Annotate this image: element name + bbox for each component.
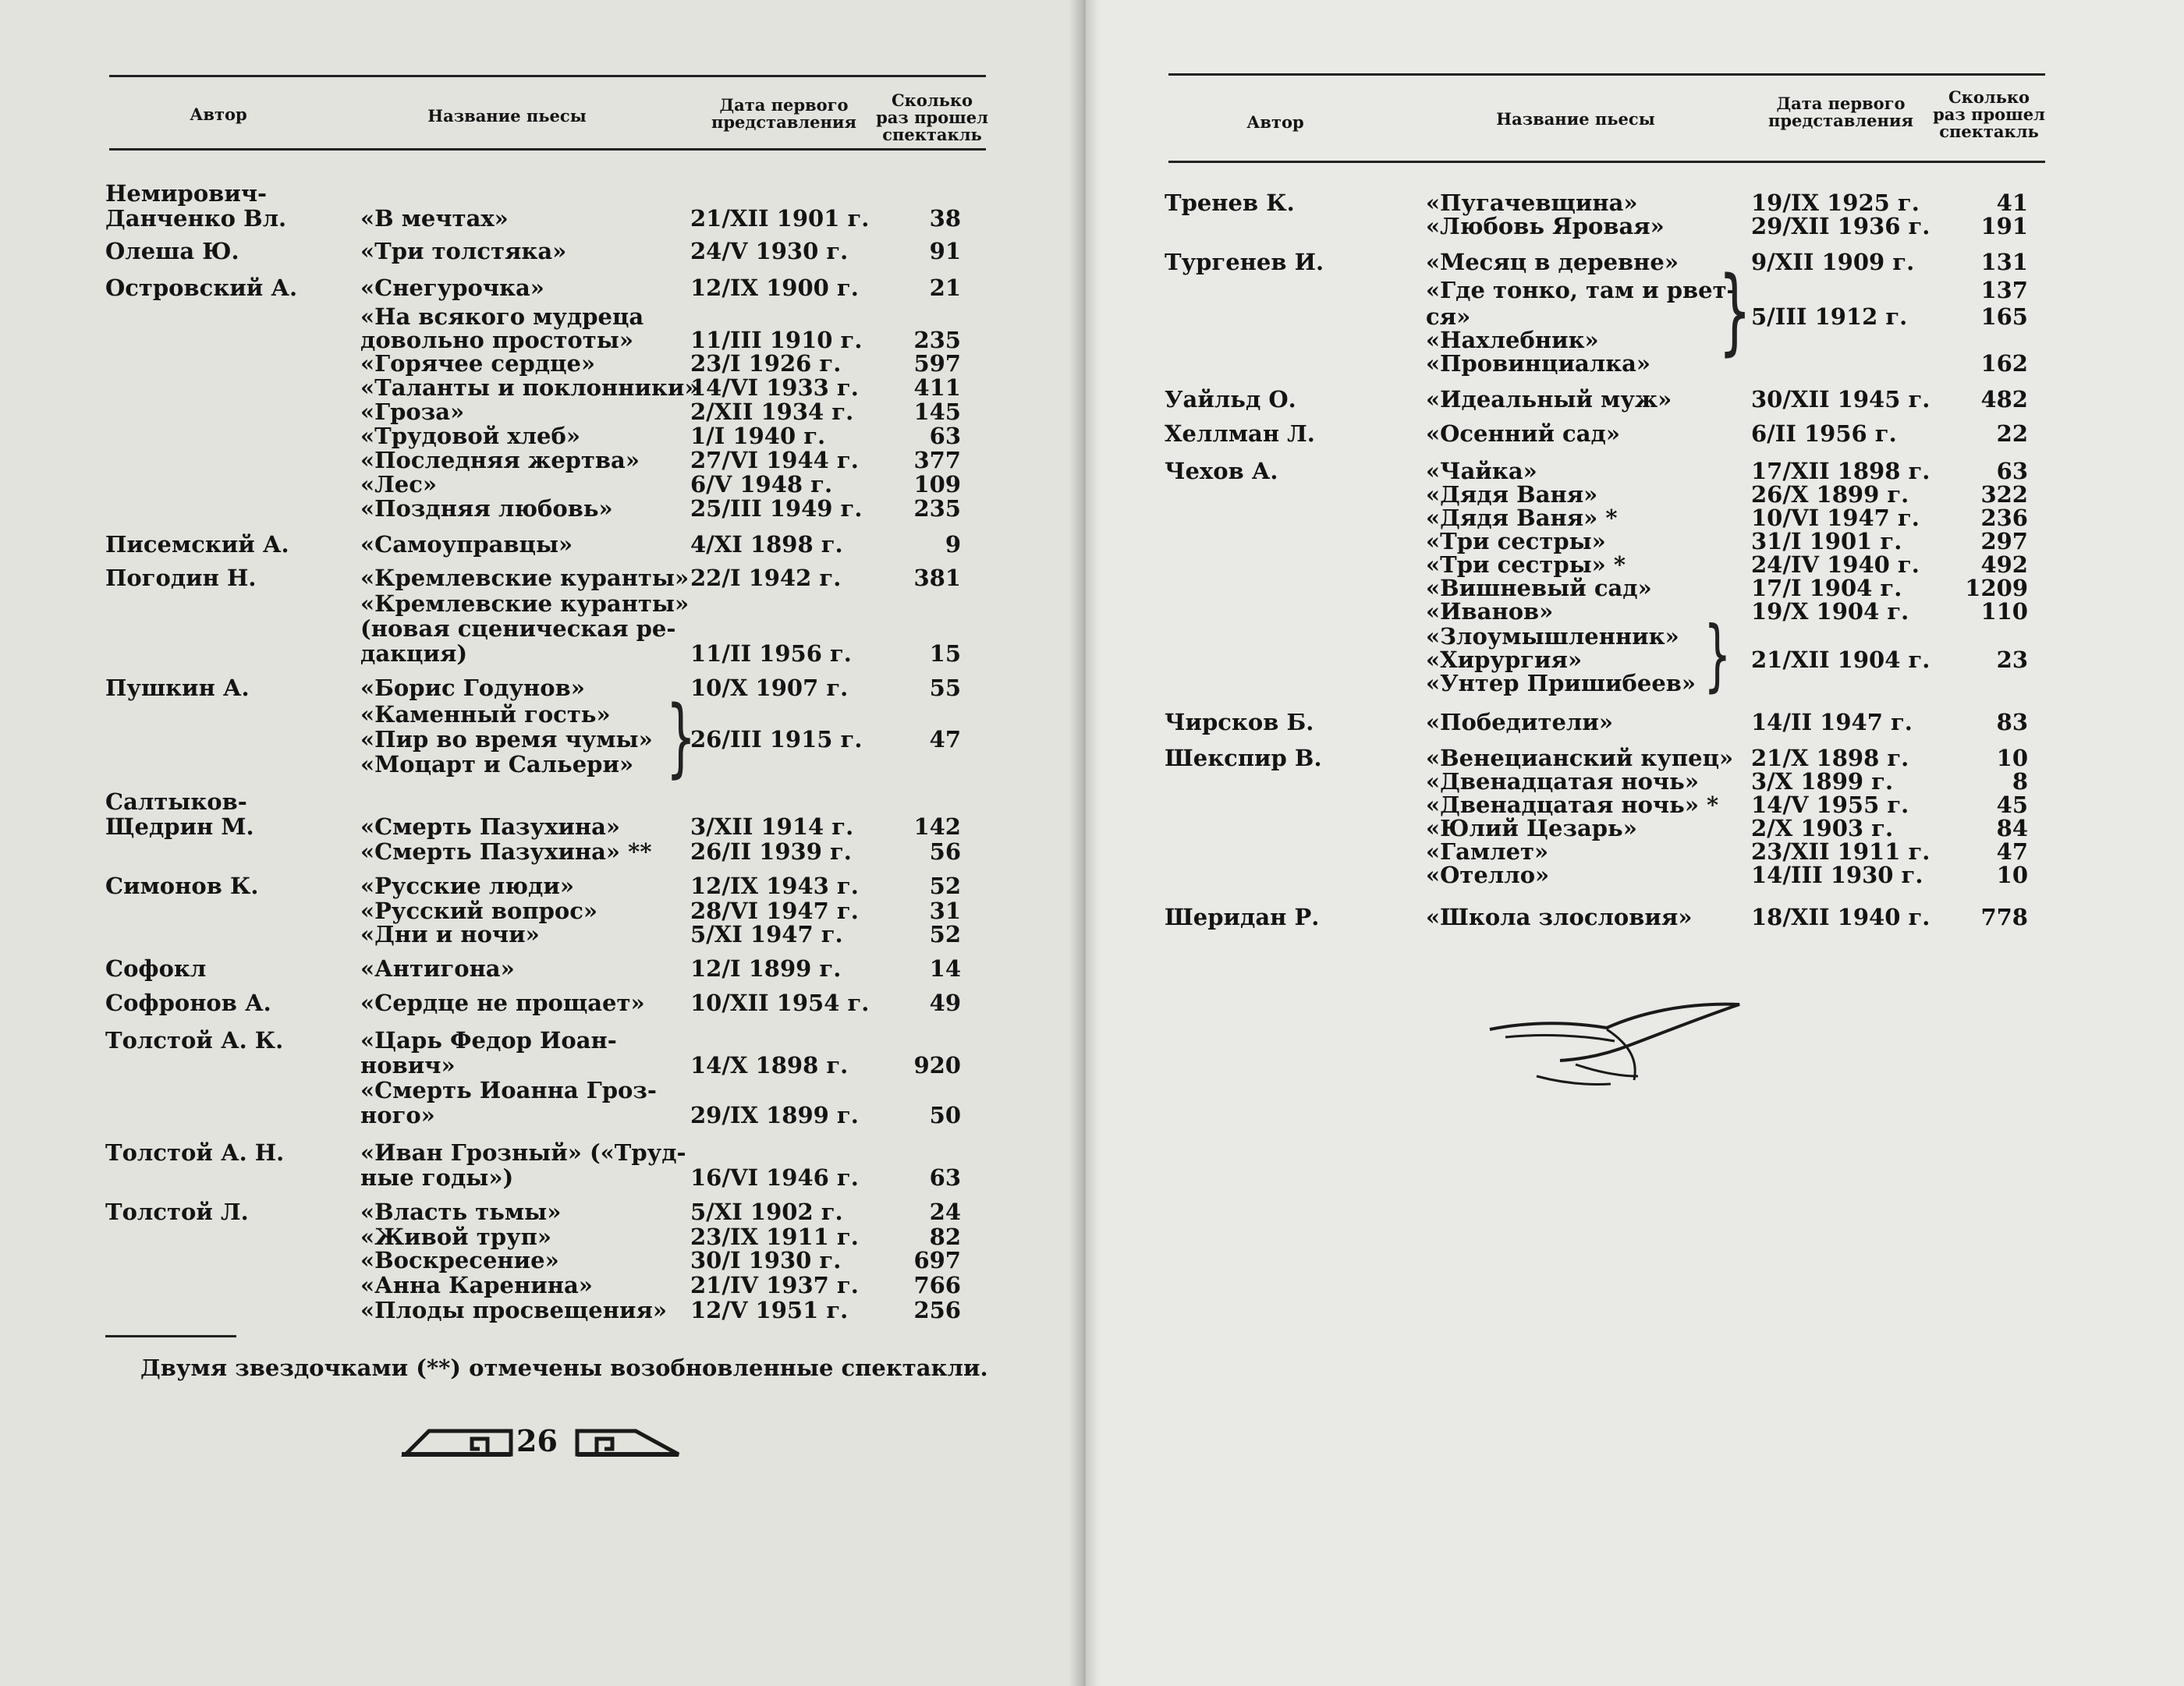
left-header-rule: [109, 148, 986, 151]
count-cell: 920: [913, 1052, 961, 1079]
page-number: 26: [516, 1423, 558, 1458]
count-cell: 55: [929, 675, 961, 701]
author-cell: Софокл: [105, 955, 207, 982]
play-cell: «Смерть Иоанна Гроз-: [360, 1077, 657, 1103]
table-row: [0, 990, 2184, 1015]
count-cell: 482: [1980, 386, 2028, 413]
play-cell: «Где тонко, там и рвет-: [1426, 277, 1736, 303]
play-cell: «Поздняя любовь»: [360, 495, 613, 522]
table-row: [0, 746, 2184, 770]
table-row: [0, 599, 2184, 624]
play-cell: «На всякого мудреца: [360, 303, 644, 330]
play-cell: «Смерть Пазухина»: [360, 813, 621, 840]
right-header-date-2: представления: [1767, 111, 1914, 130]
table-row: [0, 304, 2184, 329]
date-cell: 6/II 1956 г.: [1751, 420, 1897, 447]
count-cell: 24: [929, 1199, 961, 1225]
right-header-count-1: Сколько: [1948, 87, 2030, 107]
count-cell: 47: [929, 726, 961, 753]
play-cell: «Моцарт и Сальери»: [360, 751, 634, 777]
play-cell: «Воскресение»: [360, 1247, 559, 1273]
play-cell: «Двенадцатая ночь» *: [1426, 792, 1719, 818]
count-cell: 131: [1980, 249, 2028, 275]
play-cell: «Русские люди»: [360, 873, 574, 899]
play-cell: «Гамлет»: [1426, 838, 1549, 865]
play-cell: «Анна Каренина»: [360, 1272, 593, 1298]
table-row: [0, 624, 2184, 649]
right-top-rule: [1168, 73, 2045, 76]
date-cell: 30/I 1930 г.: [690, 1247, 842, 1273]
table-row: [0, 813, 2184, 841]
date-cell: 14/V 1955 г.: [1751, 792, 1909, 818]
count-cell: 38: [929, 205, 961, 232]
count-cell: 31: [929, 898, 961, 924]
date-cell: 6/V 1948 г.: [690, 471, 833, 498]
author-cell: Данченко Вл.: [105, 205, 287, 232]
count-cell: 256: [913, 1297, 961, 1323]
play-cell: ного»: [360, 1102, 435, 1128]
play-cell: «Унтер Пришибеев»: [1426, 670, 1696, 696]
play-cell: «Дядя Ваня» *: [1426, 505, 1618, 531]
play-cell: «Иванов»: [1426, 598, 1554, 625]
play-cell: «Плоды просвещения»: [360, 1297, 668, 1323]
play-cell: «Нахлебник»: [1426, 327, 1599, 353]
table-row: [0, 905, 2184, 930]
right-header-count-2: раз прошел: [1933, 104, 2045, 124]
quill-ornament: [1482, 998, 1747, 1092]
date-cell: 26/II 1939 г.: [690, 838, 852, 865]
play-cell: «Венецианский купец»: [1426, 745, 1734, 771]
play-cell: дакция): [360, 640, 468, 667]
table-row: [0, 190, 2184, 215]
count-cell: 137: [1980, 277, 2028, 303]
table-row: [0, 250, 2184, 275]
date-cell: 23/IX 1911 г.: [690, 1224, 859, 1250]
date-cell: 4/XI 1898 г.: [690, 531, 843, 558]
table-row: [0, 1199, 2184, 1224]
date-cell: 24/IV 1940 г.: [1751, 551, 1920, 578]
count-cell: 52: [929, 921, 961, 947]
play-cell: «Три толстяка»: [360, 238, 567, 264]
play-cell: «Борис Годунов»: [360, 675, 585, 701]
date-cell: 12/IX 1943 г.: [690, 873, 859, 899]
play-cell: «Злоумышленник»: [1426, 623, 1679, 650]
play-cell: «Вишневый сад»: [1426, 575, 1652, 601]
count-cell: 45: [1996, 792, 2028, 818]
count-cell: 322: [1980, 481, 2028, 508]
table-row: [0, 1224, 2184, 1249]
left-top-rule: [109, 75, 986, 77]
play-cell: «Трудовой хлеб»: [360, 423, 580, 449]
play-cell: «Двенадцатая ночь»: [1426, 768, 1699, 795]
table-row: [0, 1165, 2184, 1190]
play-cell: «Смерть Пазухина» **: [360, 838, 652, 865]
date-cell: 31/I 1901 г.: [1751, 528, 1902, 554]
play-cell: «Юлий Цезарь»: [1426, 815, 1637, 841]
play-cell: «Каменный гость»: [360, 701, 611, 728]
count-cell: 56: [929, 838, 961, 865]
play-cell: ся»: [1426, 303, 1471, 330]
count-cell: 297: [1980, 528, 2028, 554]
play-cell: «В мечтах»: [360, 205, 509, 232]
author-cell: Чехов А.: [1165, 458, 1278, 484]
date-cell: 30/XII 1945 г.: [1751, 386, 1930, 413]
count-cell: 109: [913, 471, 961, 498]
table-row: [0, 351, 2184, 376]
count-cell: 191: [1980, 213, 2028, 239]
date-cell: 23/XII 1911 г.: [1751, 838, 1930, 865]
table-row: [0, 459, 2184, 483]
count-cell: 63: [929, 423, 961, 449]
author-cell: Пушкин А.: [105, 675, 250, 701]
play-cell: «Пугачевщина»: [1426, 189, 1638, 216]
count-cell: 49: [929, 990, 961, 1016]
author-cell: Толстой А. Н.: [105, 1139, 285, 1166]
play-cell: «Любовь Яровая»: [1426, 213, 1665, 239]
left-header-count-1: Сколько: [891, 90, 973, 110]
table-row: [0, 552, 2184, 577]
author-cell: Немирович-: [105, 180, 268, 207]
table-row: [0, 1078, 2184, 1103]
date-cell: 22/I 1942 г.: [690, 565, 842, 591]
author-cell: Хеллман Л.: [1165, 420, 1315, 447]
date-cell: 21/XII 1904 г.: [1751, 646, 1930, 673]
play-cell: нович»: [360, 1052, 456, 1079]
date-cell: 24/V 1930 г.: [690, 238, 849, 264]
date-cell: 14/II 1947 г.: [1751, 709, 1913, 735]
count-cell: 110: [1980, 598, 2028, 625]
author-cell: Писемский А.: [105, 531, 289, 558]
count-cell: 1209: [1965, 575, 2028, 601]
count-cell: 381: [913, 565, 961, 591]
date-cell: 21/X 1898 г.: [1751, 745, 1909, 771]
table-row: [0, 956, 2184, 981]
play-cell: «Дядя Ваня»: [1426, 481, 1598, 508]
play-cell: «Осенний сад»: [1426, 420, 1620, 447]
play-cell: «Лес»: [360, 471, 438, 498]
play-cell: «Последняя жертва»: [360, 447, 640, 473]
date-cell: 12/V 1951 г.: [690, 1297, 849, 1323]
table-row: [0, 1273, 2184, 1298]
table-row: [0, 214, 2184, 239]
table-row: [0, 328, 2184, 352]
play-cell: «Провинциалка»: [1426, 350, 1651, 377]
play-cell: «Хирургия»: [1426, 646, 1583, 673]
page-number-ornament-left: [398, 1419, 515, 1466]
date-cell: 10/XII 1954 г.: [690, 990, 870, 1016]
author-cell: Шекспир В.: [1165, 745, 1322, 771]
count-cell: 411: [913, 374, 961, 401]
date-cell: 12/IX 1900 г.: [690, 275, 859, 301]
left-header-count-2: раз прошел: [876, 108, 988, 127]
play-cell: «Живой труп»: [360, 1224, 551, 1250]
play-cell: «Месяц в деревне»: [1426, 249, 1679, 275]
date-cell: 10/VI 1947 г.: [1751, 505, 1920, 531]
table-row: [0, 1028, 2184, 1053]
play-cell: (новая сценическая ре-: [360, 615, 676, 642]
count-cell: 165: [1980, 303, 2028, 330]
table-row: [0, 278, 2184, 303]
date-cell: 28/VI 1947 г.: [690, 898, 859, 924]
table-row: [0, 1140, 2184, 1165]
table-row: [0, 839, 2184, 864]
count-cell: 23: [1996, 646, 2028, 673]
left-header-date-1: Дата первого: [719, 95, 849, 115]
play-cell: «Пир во время чумы»: [360, 726, 653, 753]
count-cell: 83: [1996, 709, 2028, 735]
date-cell: 25/III 1949 г.: [690, 495, 863, 522]
author-cell: Погодин Н.: [105, 565, 257, 591]
play-cell: «Русский вопрос»: [360, 898, 597, 924]
left-header-count-3: спектакль: [882, 125, 982, 144]
table-row: [0, 671, 2184, 696]
date-cell: 11/II 1956 г.: [690, 640, 852, 667]
count-cell: 766: [913, 1272, 961, 1298]
count-cell: 63: [929, 1164, 961, 1191]
count-cell: 14: [929, 955, 961, 982]
play-cell: ные годы»): [360, 1164, 514, 1191]
table-row: [0, 1248, 2184, 1273]
play-cell: «Отелло»: [1426, 862, 1550, 888]
count-cell: 377: [913, 447, 961, 473]
table-row: [0, 647, 2184, 672]
count-cell: 15: [929, 640, 961, 667]
left-header-date-2: представления: [711, 112, 857, 132]
count-cell: 91: [929, 238, 961, 264]
play-cell: «Антигона»: [360, 955, 515, 982]
date-cell: 1/I 1940 г.: [690, 423, 826, 449]
play-cell: «Кремлевские куранты»: [360, 590, 690, 617]
count-cell: 82: [929, 1224, 961, 1250]
date-cell: 27/VI 1944 г.: [690, 447, 859, 473]
table-row: [0, 710, 2184, 735]
date-cell: 11/III 1910 г.: [690, 327, 863, 353]
count-cell: 52: [929, 873, 961, 899]
count-cell: 235: [913, 495, 961, 522]
table-row: [0, 482, 2184, 507]
date-cell: 19/IX 1925 г.: [1751, 189, 1920, 216]
date-cell: 18/XII 1940 г.: [1751, 904, 1930, 930]
right-header-rule: [1168, 161, 2045, 163]
date-cell: 14/X 1898 г.: [690, 1052, 849, 1079]
date-cell: 16/VI 1946 г.: [690, 1164, 859, 1191]
footnote: Двумя звездочками (**) отмечены возобновленные спектакли.: [140, 1355, 988, 1381]
author-cell: Щедрин М.: [105, 813, 254, 840]
pushkin-brace: }: [665, 687, 697, 787]
count-cell: 235: [913, 327, 961, 353]
count-cell: 597: [913, 350, 961, 377]
author-cell: Салтыков-: [105, 788, 247, 815]
table-row: [0, 529, 2184, 554]
turgenev-brace: }: [1718, 257, 1752, 366]
author-cell: Софронов А.: [105, 990, 271, 1016]
date-cell: 17/I 1904 г.: [1751, 575, 1902, 601]
play-cell: «Гроза»: [360, 398, 465, 425]
date-cell: 14/VI 1933 г.: [690, 374, 859, 401]
author-cell: Островский А.: [105, 275, 298, 301]
author-cell: Тургенев И.: [1165, 249, 1324, 275]
footnote-rule: [105, 1335, 236, 1337]
date-cell: 5/III 1912 г.: [1751, 303, 1908, 330]
count-cell: 697: [913, 1247, 961, 1273]
play-cell: «Три сестры»: [1426, 528, 1606, 554]
count-cell: 236: [1980, 505, 2028, 531]
table-row: [0, 420, 2184, 449]
date-cell: 2/X 1903 г.: [1751, 815, 1894, 841]
author-cell: Толстой Л.: [105, 1199, 249, 1225]
count-cell: 8: [2012, 768, 2028, 795]
table-row: [0, 769, 2184, 794]
left-header-play: Название пьесы: [427, 106, 587, 126]
count-cell: 142: [913, 813, 961, 840]
count-cell: 162: [1980, 350, 2028, 377]
play-cell: довольно простоты»: [360, 327, 633, 353]
author-cell: Симонов К.: [105, 873, 259, 899]
table-row: [0, 576, 2184, 600]
right-header-author: Автор: [1246, 112, 1304, 132]
play-cell: «Сердце не прощает»: [360, 990, 645, 1016]
table-row: [0, 1298, 2184, 1323]
play-cell: «Три сестры» *: [1426, 551, 1626, 578]
date-cell: 21/IV 1937 г.: [690, 1272, 859, 1298]
table-row: [0, 792, 2184, 817]
page-number-ornament-right: [573, 1419, 682, 1466]
date-cell: 19/X 1904 г.: [1751, 598, 1909, 625]
play-cell: «Кремлевские куранты»: [360, 565, 690, 591]
date-cell: 29/IX 1899 г.: [690, 1102, 859, 1128]
date-cell: 5/XI 1902 г.: [690, 1199, 843, 1225]
play-cell: «Дни и ночи»: [360, 921, 540, 947]
count-cell: 21: [929, 275, 961, 301]
play-cell: «Чайка»: [1426, 458, 1537, 484]
chekhov-brace: }: [1704, 609, 1732, 700]
play-cell: «Таланты и поклонники»: [360, 374, 699, 401]
play-cell: «Снегурочка»: [360, 275, 544, 301]
table-row: [0, 505, 2184, 530]
author-cell: Толстой А. К.: [105, 1027, 284, 1054]
author-cell: Шеридан Р.: [1165, 904, 1320, 930]
play-cell: «Горячее сердце»: [360, 350, 596, 377]
left-header-author: Автор: [190, 104, 247, 124]
date-cell: 26/III 1915 г.: [690, 726, 863, 753]
play-cell: «Иван Грозный» («Труд-: [360, 1139, 686, 1166]
date-cell: 12/I 1899 г.: [690, 955, 842, 982]
author-cell: Тренев К.: [1165, 189, 1295, 216]
count-cell: 9: [945, 531, 961, 558]
play-cell: «Идеальный муж»: [1426, 386, 1672, 413]
author-cell: Чирсков Б.: [1165, 709, 1314, 735]
date-cell: 14/III 1930 г.: [1751, 862, 1923, 888]
date-cell: 21/XII 1901 г.: [690, 205, 870, 232]
date-cell: 3/XII 1914 г.: [690, 813, 854, 840]
table-row: [0, 1103, 2184, 1128]
date-cell: 26/X 1899 г.: [1751, 481, 1909, 508]
author-cell: Уайльд О.: [1165, 386, 1296, 413]
count-cell: 22: [1996, 420, 2028, 447]
count-cell: 41: [1996, 189, 2028, 216]
date-cell: 29/XII 1936 г.: [1751, 213, 1930, 239]
date-cell: 23/I 1926 г.: [690, 350, 842, 377]
author-cell: Олеша Ю.: [105, 238, 239, 264]
play-cell: «Самоуправцы»: [360, 531, 573, 558]
date-cell: 2/XII 1934 г.: [690, 398, 854, 425]
count-cell: 47: [1996, 838, 2028, 865]
date-cell: 10/X 1907 г.: [690, 675, 849, 701]
date-cell: 17/XII 1898 г.: [1751, 458, 1930, 484]
play-cell: «Власть тьмы»: [360, 1199, 562, 1225]
date-cell: 3/X 1899 г.: [1751, 768, 1894, 795]
table-row: [0, 387, 2184, 412]
right-header-play: Название пьесы: [1496, 109, 1655, 129]
count-cell: 492: [1980, 551, 2028, 578]
play-cell: «Победители»: [1426, 709, 1613, 735]
right-header-count-3: спектакль: [1939, 122, 2039, 141]
count-cell: 145: [913, 398, 961, 425]
count-cell: 10: [1996, 745, 2028, 771]
right-header-date-1: Дата первого: [1776, 94, 1906, 113]
play-cell: «Царь Федор Иоан-: [360, 1027, 617, 1054]
count-cell: 10: [1996, 862, 2028, 888]
date-cell: 9/XII 1909 г.: [1751, 249, 1915, 275]
table-row: [0, 862, 2184, 887]
count-cell: 778: [1980, 904, 2028, 930]
table-row: [0, 1053, 2184, 1078]
play-cell: «Школа злословия»: [1426, 904, 1693, 930]
count-cell: 50: [929, 1102, 961, 1128]
count-cell: 84: [1996, 815, 2028, 841]
count-cell: 63: [1996, 458, 2028, 484]
date-cell: 5/XI 1947 г.: [690, 921, 843, 947]
